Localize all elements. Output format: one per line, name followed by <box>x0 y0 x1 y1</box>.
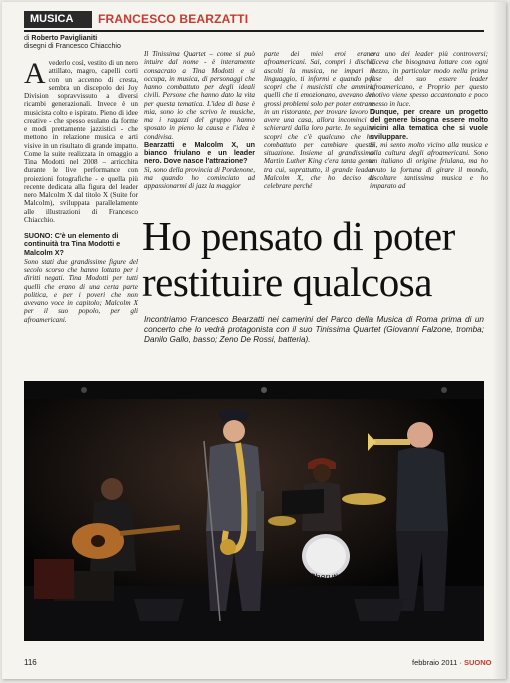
article-intro: Incontriamo Francesco Bearzatti nei camerini del Parco della Musica di Roma prima di un concerto che lo vedrà protagonista con il suo Tinissima Quartet (Giovanni Falzone, tromba; Danilo Gallo, basso; Zeno De Rossi, batteria). <box>144 315 484 344</box>
stage-monitor <box>134 599 184 621</box>
stage-monitor <box>354 599 404 621</box>
article-subject: FRANCESCO BEARZATTI <box>98 12 249 26</box>
issue-footer <box>412 658 492 667</box>
lead-text: vederlo così, vestito di un nero attillato, magro, capelli corti con un accenno di cresta, sembra un discepolo dei Joy Division sopravvissuto a diversi ricambi generazionali. Invece è un musicista colto e ispirato. Pieno di idee creative - che spesso esulano da forme e modi prettamente jazzistici - che mettono in relazione musica e arti visive in un risultato di grande impatto. Come la suite realizzata in omaggio a Tina Modotti nel 2008 – arricchita durante le live performance con proiezioni fotografiche - e quella più recente dedicata alla figura del leader nero Malcolm X dal titolo X (Suite for Malcolm), sviluppata parallelamente alle illustrazioni di Francesco Chiacchio. <box>24 59 138 224</box>
lead-paragraph <box>24 59 138 224</box>
section-header <box>24 11 484 28</box>
question-1: SUONO: C'è un elemento di continuità tra Tina Modotti e Malcolm X? <box>24 231 121 257</box>
answer-2-end: era uno dei leader più controversi; diceva che bisognava lottare con ogni mezzo, in particolar modo nella prima fase del suo essere leader afroamericano, e Proprio per questo motivo viene spesso accantonato e poco messo in luce. <box>370 50 488 108</box>
byline-illustrator: disegni di Francesco Chiacchio <box>24 43 121 50</box>
header-rule <box>24 30 484 32</box>
page-number: 116 <box>24 658 37 667</box>
headline-line-1: Ho pensato di poter <box>142 213 455 259</box>
column-1 <box>24 35 138 324</box>
drum-brand-label: Cherut'n <box>309 572 343 582</box>
byline-author: Roberto Paviglianiti <box>31 35 98 42</box>
question-2: Bearzatti e Malcolm X, un bianco friulano e un leader nero. Dove nasce l'attrazione? <box>144 139 255 166</box>
column-2 <box>144 50 255 190</box>
magazine-page <box>2 2 506 679</box>
section-label: MUSICA <box>24 11 92 28</box>
answer-1-continued: Il Tinissima Quartet – come si può intuire dal nome - è interamente consacrato a Tina Modotti e si occupa, in musica, di personaggi che hanno combattuto per degli ideali civili. Persone che hanno dato la vita per questa tematica. L'idea di base è mia, sono io che scrivo le musiche, ma i ragazzi del gruppo hanno sposato in pieno la causa e l'idea è condivisa. <box>144 50 255 141</box>
byline-prefix: di <box>24 35 30 42</box>
amplifier <box>34 559 74 599</box>
concert-photo <box>24 381 484 641</box>
music-stand <box>282 489 324 515</box>
question-3: Dunque, per creare un progetto del genere bisogna essere molto vicini alla tematica che si vuole sviluppare. <box>370 106 488 141</box>
issue-date: febbraio 2011 · <box>412 658 462 667</box>
column-4 <box>370 50 488 190</box>
drop-cap: A <box>24 57 46 90</box>
answer-2-continued: parte dei miei eroi erano afroamericani. Sai, compri i dischi, ascolti la musica, ne impari il linguaggio, ti informi e quando poi scopri che i musicisti che ammiri, quelli che ti emozionano, avevano dei grossi problemi solo per poter entrare in un ristorante, per trovare lavoro o avere una casa, allora incominci a schierarti dalla loro parte. In seguito scopri che c'è qualcuno che ha combattuto per cambiare questa situazione. Insieme al grandissimo Martin Luther King c'era tanta gente tra cui, soprattutto, il grande leader Malcolm X, che ho deciso di celebrare perché <box>264 50 374 190</box>
concert-photo-illustration <box>24 381 484 641</box>
headline-line-2: restituire qualcosa <box>142 259 432 305</box>
page-gutter-shadow <box>492 2 506 679</box>
answer-1: Sono stati due grandissime figure del secolo scorso che hanno lottato per i diritti negati. Tina Modotti per tutti quelli che erano di una certa parte politica, e per i poveri che non avevano voce in capitolo; Malcolm X per il suo popolo, per gli afroamericani. <box>24 257 138 324</box>
magazine-name: SUONO <box>464 658 492 667</box>
answer-2: Sì, sono della provincia di Pordenone, ma quando ho cominciato ad appassionarmi di jazz la maggior <box>144 165 255 190</box>
article-headline <box>142 213 492 305</box>
column-3 <box>264 50 374 190</box>
answer-3: Sì, mi sento molto vicino alla musica e alla cultura degli afroamericani. Sono un italiano di origine friulana, ma ho avuto la fortuna di girare il mondo, ascoltare tantissima musica e ho imparato ad <box>370 140 488 190</box>
byline <box>24 35 138 51</box>
